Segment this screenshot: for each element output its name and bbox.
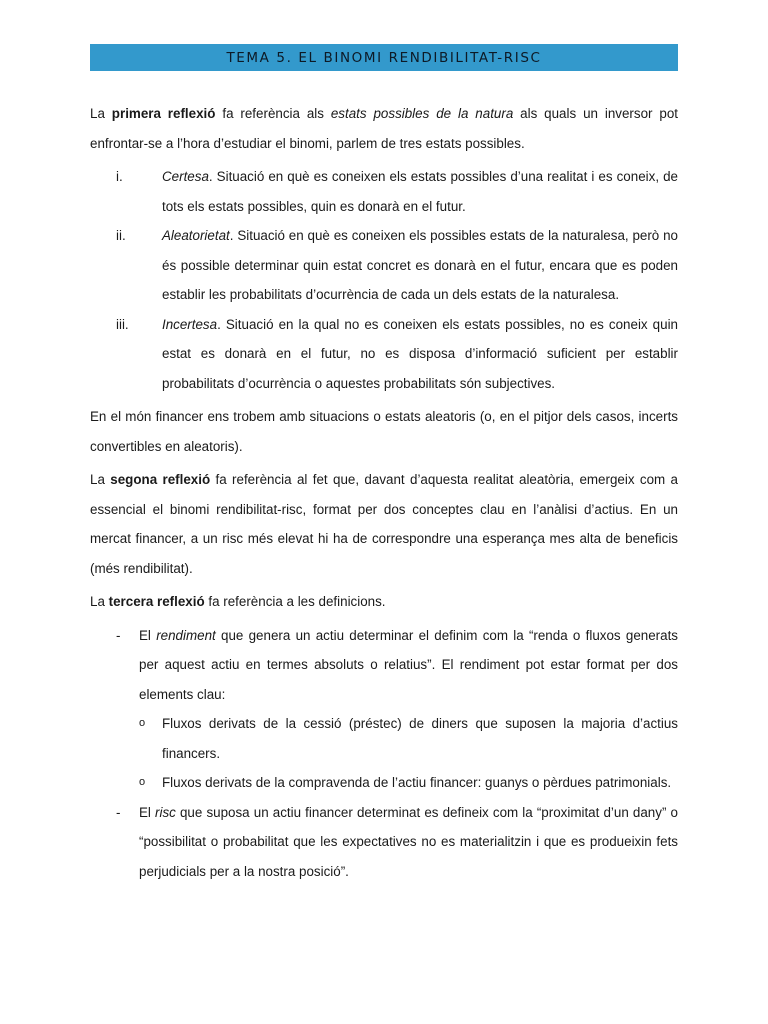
list-marker: ii. (116, 228, 126, 243)
paragraph-mon-financer: En el món financer ens trobem amb situacions o estats aleatoris (o, en el pitjor dels casos, incerts convertibles en aleatoris). (90, 409, 678, 454)
page-title: TEMA 5. EL BINOMI RENDIBILITAT-RISC (226, 49, 542, 66)
list-marker: - (116, 804, 121, 820)
state-term: Incertesa (162, 316, 218, 332)
circle-bullet-icon: o (139, 717, 146, 729)
state-term: Certesa (162, 169, 209, 184)
state-item-incertesa: iii. Incertesa. Situació en la qual no es coneixen els estats possibles, no es coneix quin estat es donarà en el futur, no es disposa d’informació suficient per establir probabilitats d’ocurrència o aquestes probabilitats són subjectives. (90, 310, 678, 399)
list-marker: - (116, 627, 121, 643)
rendiment-elements-list (139, 709, 678, 798)
list-marker: i. (116, 169, 123, 184)
state-term: Aleatorietat (162, 228, 230, 243)
title-banner (90, 44, 678, 71)
segona-reflexio-term: segona reflexió (110, 472, 211, 487)
states-list (90, 162, 678, 398)
paragraph-segona-reflexio: La segona reflexió fa referència al fet que, davant d’aquesta realitat aleatòria, emergeix com a essencial el binomi rendibilitat-risc, format per dos conceptes clau en l’anàlisi d’actius. En un mercat financer, a un risc més elevat hi ha de correspondre una esperança mes alta de beneficis (més rendibilitat). (90, 472, 678, 576)
tercera-reflexio-term: tercera reflexió (108, 594, 205, 609)
definition-rendiment: - El rendiment que genera un actiu determinar el definim com la “renda o fluxos generats per aquest actiu en termes absoluts o relatius”. El rendiment pot estar format per dos elements clau: o Fluxos derivats de la cessió (préstec) de diners que suposen la majoria d’actius financers. o Fluxos derivats de la compravenda de l’actiu financer: guanys o pèrdues patrimonials. (90, 621, 678, 798)
circle-bullet-icon: o (139, 776, 146, 788)
list-item: o Fluxos derivats de la cessió (préstec) de diners que suposen la majoria d’actius financers. (139, 709, 678, 768)
document-body (90, 99, 678, 886)
paragraph-primera-reflexio: La primera reflexió fa referència als estats possibles de la natura als quals un inversor pot enfrontar-se a l’hora d’estudiar el binomi, parlem de tres estats possibles. (90, 106, 678, 151)
state-item-aleatorietat: ii. Aleatorietat. Situació en què es coneixen els possibles estats de la naturalesa, però no és possible determinar quin estat concret es donarà en el futur, encara que es poden establir les probabilitats d’ocurrència de cada un dels estats de la naturalesa. (90, 221, 678, 310)
definition-risc: - El risc que suposa un actiu financer determinat es defineix com la “proximitat d’un dany” o “possibilitat o probabilitat que les expectatives no es materialitzin i que es produeixin fets perjudicials per a la nostra posició”. (90, 798, 678, 887)
state-item-certesa: i. Certesa. Situació en què es coneixen els estats possibles d’una realitat i es coneix, de tots els estats possibles, quin es donarà en el futur. (90, 162, 678, 221)
risc-term: risc (155, 804, 176, 820)
paragraph-tercera-reflexio: La tercera reflexió fa referència a les definicions. (90, 594, 386, 609)
list-marker: iii. (116, 316, 129, 332)
list-item: o Fluxos derivats de la compravenda de l’actiu financer: guanys o pèrdues patrimonials. (139, 768, 678, 798)
definitions-list (90, 621, 678, 887)
rendiment-term: rendiment (156, 627, 216, 643)
estats-possibles-term: estats possibles de la natura (330, 106, 514, 121)
primera-reflexio-term: primera reflexió (111, 106, 216, 121)
